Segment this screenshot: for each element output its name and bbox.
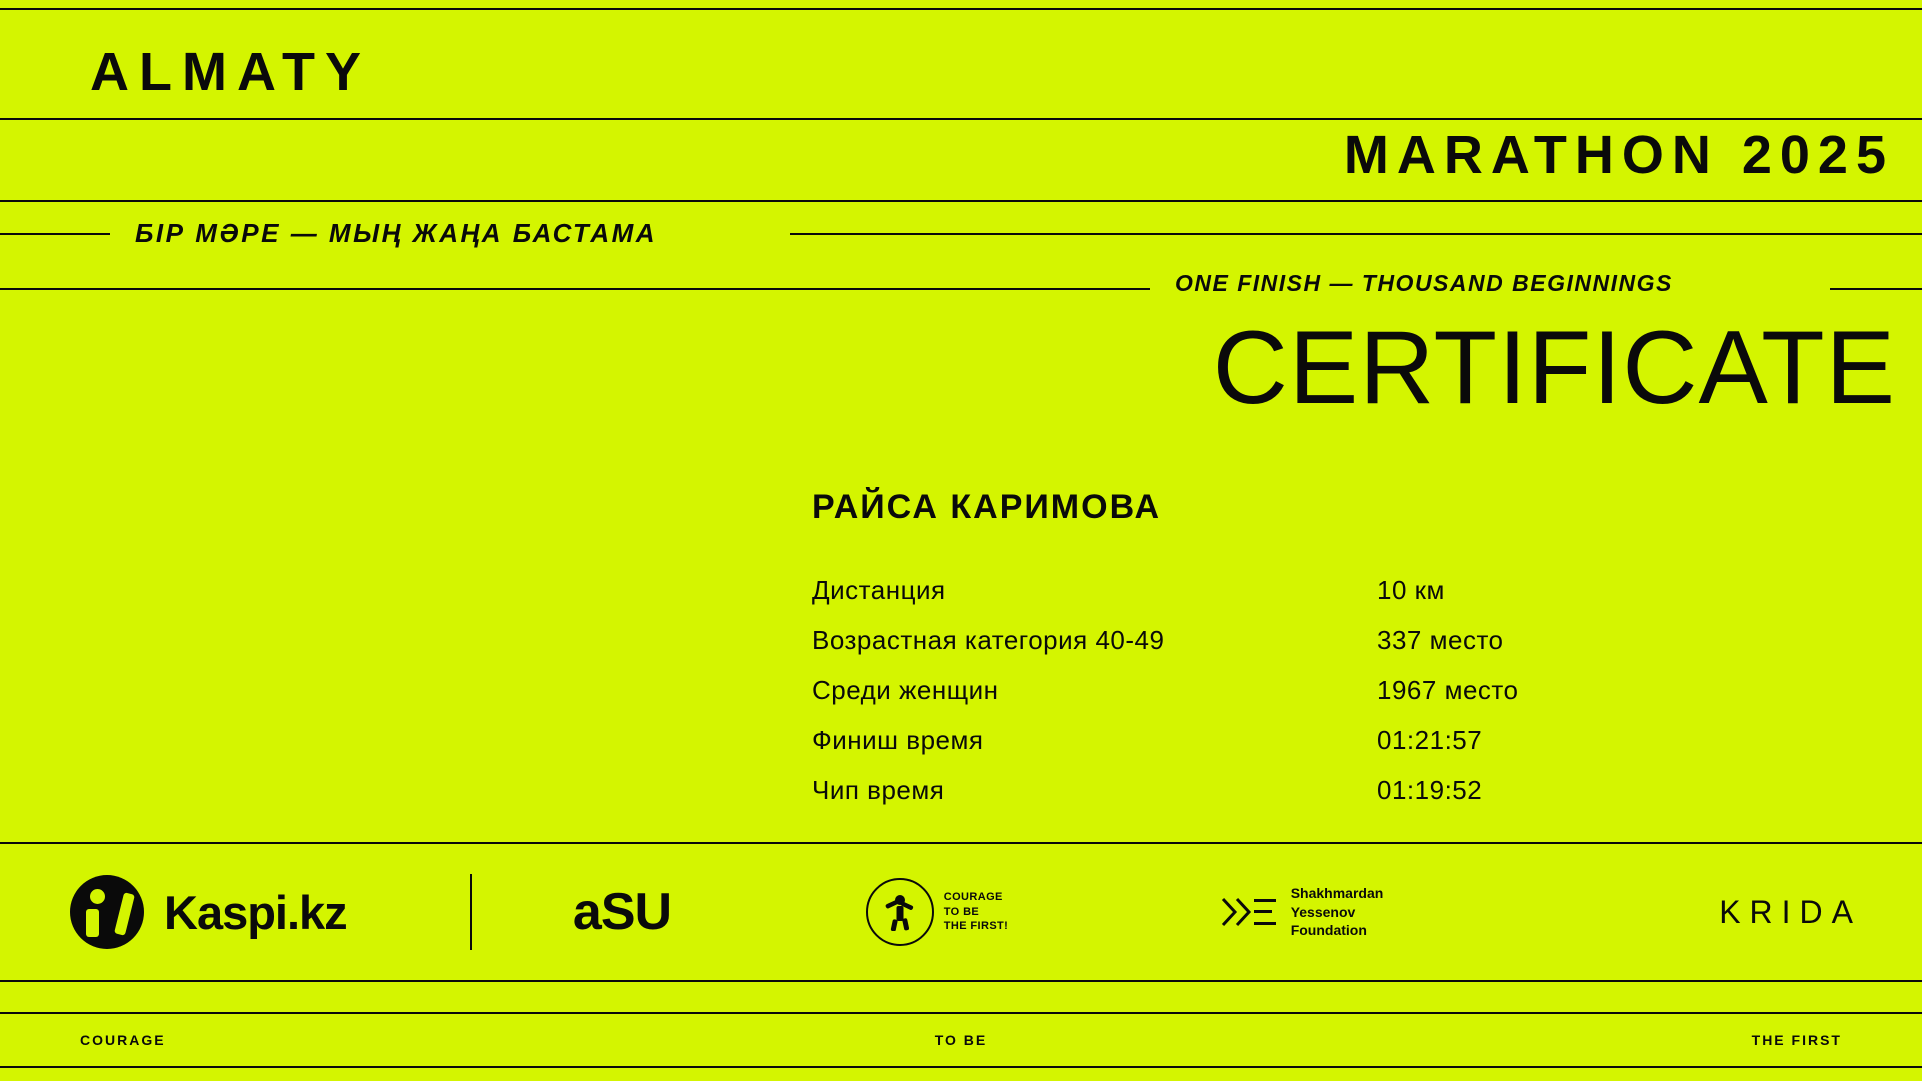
table-row	[812, 575, 1592, 625]
tagline-english: ONE FINISH — THOUSAND BEGINNINGS	[1175, 270, 1673, 296]
divider-under-almaty	[0, 118, 1922, 120]
courage-line-3: THE FIRST!	[943, 920, 1009, 933]
result-value: 1967 место	[1377, 675, 1519, 705]
table-row	[812, 725, 1592, 775]
sponsor-logo-krida	[1502, 844, 1922, 980]
yessenov-foundation-mark-icon	[1221, 895, 1279, 929]
result-label: Финиш время	[812, 725, 984, 755]
shakhmardan-line-2: Yessenov	[1290, 903, 1356, 920]
footer-text-center: TO BE	[934, 1032, 988, 1048]
result-label: Дистанция	[812, 575, 946, 605]
result-label: Чип время	[812, 775, 945, 805]
sponsor-logo-shakhmardan-yessenov-foundation	[1102, 844, 1502, 980]
footer	[0, 1020, 1922, 1060]
result-label: Возрастная категория 40-49	[812, 625, 1165, 655]
result-label: Среди женщин	[812, 675, 999, 705]
courage-fund-badge-icon	[866, 878, 934, 946]
results-table	[812, 575, 1592, 825]
shakhmardan-text	[1291, 884, 1384, 941]
result-value: 01:19:52	[1377, 775, 1483, 805]
page-title: CERTIFICATE	[1212, 310, 1896, 426]
divider-below-sponsors	[0, 980, 1922, 982]
divider-under-marathon	[0, 200, 1922, 202]
event-name-title: MARATHON 2025	[1343, 125, 1894, 185]
courage-figure-icon	[883, 893, 917, 931]
sponsor-logo-asu	[472, 844, 772, 980]
courage-line-1: COURAGE	[943, 890, 1003, 903]
courage-fund-text	[944, 890, 1009, 935]
footer-text-right: THE FIRST	[1751, 1032, 1842, 1048]
kaspi-person-icon	[70, 875, 144, 949]
sponsor-logo-courage-fund	[772, 844, 1102, 980]
table-row	[812, 675, 1592, 725]
event-city-title: ALMATY	[90, 42, 371, 102]
divider-tagline-kz-left	[0, 233, 110, 235]
sponsor-logo-kaspi	[0, 844, 470, 980]
table-row	[812, 775, 1592, 825]
participant-name: РАЙСА КАРИМОВА	[812, 488, 1161, 526]
sponsor-strip	[0, 844, 1922, 980]
tagline-kazakh: БІР МӘРЕ — МЫҢ ЖАҢА БАСТАМА	[135, 218, 658, 248]
krida-wordmark: KRIDA	[1719, 894, 1862, 930]
divider-tagline-en-right	[1830, 288, 1922, 290]
result-value: 10 км	[1377, 575, 1445, 605]
result-value: 337 место	[1377, 625, 1504, 655]
shakhmardan-line-1: Shakhmardan	[1290, 884, 1384, 901]
divider-top	[0, 8, 1922, 10]
divider-above-footer	[0, 1012, 1922, 1014]
divider-tagline-en-left	[0, 288, 1150, 290]
divider-tagline-kz-right	[790, 233, 1922, 235]
result-value: 01:21:57	[1377, 725, 1483, 755]
divider-bottom	[0, 1066, 1922, 1068]
shakhmardan-line-3: Foundation	[1290, 922, 1367, 939]
table-row	[812, 625, 1592, 675]
kaspi-arm-icon	[114, 892, 135, 935]
courage-line-2: TO BE	[943, 905, 980, 918]
kaspi-wordmark: Kaspi.kz	[164, 885, 347, 939]
footer-text-left: COURAGE	[80, 1032, 166, 1048]
asu-wordmark: aSU	[572, 883, 672, 941]
